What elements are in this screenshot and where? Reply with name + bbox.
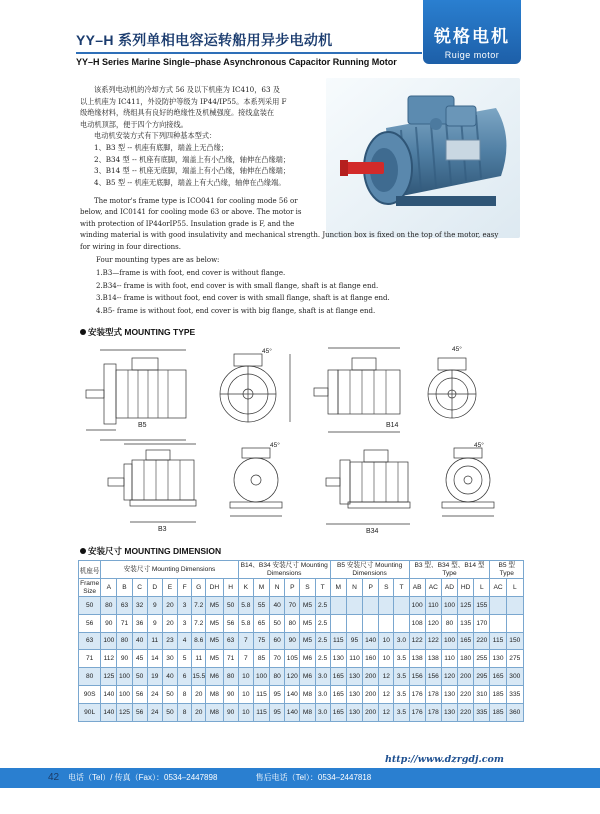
col-header: T — [394, 579, 409, 597]
table-cell: 90 — [285, 632, 300, 650]
table-cell: 122 — [409, 632, 425, 650]
intro-en-line: The motor's frame type is ICO041 for cooling mode 56 or — [94, 197, 298, 205]
col-header: D — [147, 579, 162, 597]
table-cell: 2.5 — [315, 650, 330, 668]
title-underline — [76, 52, 422, 54]
table-cell: 50 — [162, 685, 177, 703]
table-cell: 120 — [285, 668, 300, 686]
table-cell: 6 — [178, 668, 192, 686]
table-cell: 36 — [132, 614, 147, 632]
table-cell: 115 — [490, 632, 506, 650]
table-cell: 60 — [270, 632, 285, 650]
table-cell: 200 — [363, 703, 379, 721]
table-cell: 20 — [162, 597, 177, 615]
label-b5: B5 — [138, 422, 147, 429]
table-cell: 120 — [425, 614, 441, 632]
table-cell: 3.0 — [315, 668, 330, 686]
table-cell: 11 — [147, 632, 162, 650]
table-cell: 50 — [223, 597, 238, 615]
intro-text-en — [80, 196, 520, 253]
table-cell: 110 — [441, 650, 457, 668]
intro-line: 1、B3 型 -- 机座有底脚，端盖上无凸缘； — [94, 142, 228, 152]
col-header: F — [178, 579, 192, 597]
table-cell: 115 — [253, 703, 269, 721]
table-cell: 220 — [458, 703, 474, 721]
table-row — [79, 668, 524, 686]
table-cell: 140 — [285, 685, 300, 703]
table-cell: 71 — [223, 650, 238, 668]
label-b3: B3 — [158, 526, 167, 533]
table-cell — [363, 614, 379, 632]
table-cell: 65 — [253, 614, 269, 632]
table-cell: 24 — [147, 685, 162, 703]
table-cell: 14 — [147, 650, 162, 668]
table-cell: 70 — [270, 650, 285, 668]
table-cell: 200 — [363, 685, 379, 703]
list-item: 3.B14-- frame is without foot, end cover is with small flange, shaft is at flange end. — [96, 294, 390, 303]
table-cell: M8 — [300, 685, 315, 703]
group-header-b5: B5 安装尺寸 Mounting Dimensions — [330, 561, 409, 579]
table-cell: M6 — [300, 650, 315, 668]
table-cell: 220 — [474, 632, 490, 650]
intro-line: 电动机安装方式有下列四种基本型式： — [94, 131, 217, 141]
table-cell: 160 — [363, 650, 379, 668]
table-cell — [394, 597, 409, 615]
table-cell: 9 — [147, 614, 162, 632]
table-cell: 8 — [178, 685, 192, 703]
label-angle-b3: 45° — [270, 442, 280, 449]
table-cell: 7 — [238, 632, 253, 650]
frame-size-cell: 56 — [79, 614, 101, 632]
brand-name-en: Ruige motor — [444, 50, 500, 60]
table-cell — [506, 614, 523, 632]
col-header: S — [379, 579, 394, 597]
table-cell: 156 — [409, 668, 425, 686]
table-cell: 130 — [441, 703, 457, 721]
table-cell: 2.5 — [315, 632, 330, 650]
brand-name-cn: 锐格电机 — [434, 27, 510, 47]
table-cell: M8 — [300, 703, 315, 721]
frame-size-cell: 80 — [79, 668, 101, 686]
table-cell: 110 — [346, 650, 362, 668]
table-cell — [490, 614, 506, 632]
table-cell: 100 — [101, 632, 117, 650]
table-cell — [394, 614, 409, 632]
brand-logo — [423, 0, 521, 64]
table-cell: 130 — [346, 685, 362, 703]
col-header: DH — [206, 579, 223, 597]
table-cell: 20 — [192, 703, 206, 721]
table-cell: 100 — [441, 597, 457, 615]
table-cell: 3.5 — [394, 668, 409, 686]
table-cell: 140 — [285, 703, 300, 721]
table-cell: 12 — [379, 685, 394, 703]
table-cell: 130 — [441, 685, 457, 703]
section-title-mounting-type: 安装型式 MOUNTING TYPE — [80, 326, 195, 338]
table-cell: 200 — [363, 668, 379, 686]
table-cell: 130 — [346, 703, 362, 721]
table-row — [79, 650, 524, 668]
section-title-mounting-dimension: 安装尺寸 MOUNTING DIMENSION — [80, 545, 221, 557]
intro-en-line: with protection of IP44orIP55. Insulation grade is F, and the — [80, 219, 295, 228]
table-cell: 176 — [409, 703, 425, 721]
intro-line: 3、B14 型 -- 机座无底脚，端盖上有小凸缘，轴伸在凸缘端； — [94, 166, 291, 176]
table-cell: 138 — [409, 650, 425, 668]
table-cell: 12 — [379, 668, 394, 686]
table-cell: 105 — [285, 650, 300, 668]
col-header: M — [330, 579, 346, 597]
table-cell: 135 — [458, 614, 474, 632]
intro-line: 4、B5 型 -- 机座无底脚，端盖上有大凸缘，轴伸在凸缘端。 — [94, 177, 286, 187]
table-row — [79, 703, 524, 721]
table-cell: 120 — [441, 668, 457, 686]
table-cell: M6 — [300, 668, 315, 686]
table-cell: 10 — [238, 703, 253, 721]
drawing-b3-end — [230, 448, 282, 516]
intro-text-cn — [80, 84, 316, 188]
table-cell: 50 — [132, 668, 147, 686]
table-cell: 95 — [270, 685, 285, 703]
frame-size-cell: 90S — [79, 685, 101, 703]
table-cell: 80 — [441, 614, 457, 632]
table-cell: 20 — [162, 614, 177, 632]
col-header: N — [346, 579, 362, 597]
page-number: 42 — [48, 772, 60, 783]
table-cell: 180 — [458, 650, 474, 668]
table-cell: 8.6 — [192, 632, 206, 650]
table-cell: 130 — [490, 650, 506, 668]
mounting-types-list — [96, 254, 390, 318]
table-cell: 100 — [441, 632, 457, 650]
table-cell: 10 — [238, 685, 253, 703]
table-cell: 178 — [425, 703, 441, 721]
table-cell: M5 — [300, 614, 315, 632]
table-cell: 80 — [101, 597, 117, 615]
group-header-b3-type: B3 型、B34 型、B14 型 Type — [409, 561, 490, 579]
table-cell: 5.8 — [238, 597, 253, 615]
table-cell: 50 — [270, 614, 285, 632]
table-cell: 100 — [117, 685, 132, 703]
table-body — [79, 597, 524, 722]
table-cell: 185 — [490, 703, 506, 721]
col-header: L — [474, 579, 490, 597]
col-header: L — [506, 579, 523, 597]
table-cell: 70 — [285, 597, 300, 615]
table-cell: 130 — [346, 668, 362, 686]
table-cell: 108 — [409, 614, 425, 632]
list-item: 1.B3—frame is with foot, end cover is without flange. — [96, 268, 286, 277]
table-cell: M5 — [300, 597, 315, 615]
table-cell: 100 — [409, 597, 425, 615]
table-cell: 12 — [379, 703, 394, 721]
col-header: H — [223, 579, 238, 597]
drawing-b34-end — [442, 448, 494, 516]
table-cell: 130 — [330, 650, 346, 668]
drawing-b5-end — [220, 354, 290, 422]
table-cell: 10 — [379, 650, 394, 668]
drawing-b14-side — [314, 348, 400, 432]
col-header: B — [117, 579, 132, 597]
table-cell: 4 — [178, 632, 192, 650]
table-cell — [490, 597, 506, 615]
table-cell: 335 — [474, 703, 490, 721]
table-cell: 7 — [238, 650, 253, 668]
col-header: E — [162, 579, 177, 597]
table-cell: 90 — [117, 650, 132, 668]
table-cell: 115 — [330, 632, 346, 650]
table-row — [79, 632, 524, 650]
tel-fax: 电话（Tel）/ 传真（Fax）：0534–2447898 — [68, 773, 218, 782]
table-cell: 165 — [458, 632, 474, 650]
table-cell: 90 — [223, 703, 238, 721]
table-cell: 63 — [117, 597, 132, 615]
after-sales-tel: 售后电话（Tel）：0534–2447818 — [255, 773, 372, 782]
bullet-icon — [80, 329, 86, 335]
table-cell: 125 — [458, 597, 474, 615]
footer-contacts — [68, 772, 407, 783]
table-cell: 5 — [178, 650, 192, 668]
table-cell: M8 — [206, 703, 223, 721]
table-cell — [346, 597, 362, 615]
table-cell: 95 — [346, 632, 362, 650]
table-cell — [330, 614, 346, 632]
list-item: 2.B34-- frame is with foot, end cover is with small flange, shaft is at flange end. — [96, 281, 379, 290]
table-cell: 11 — [192, 650, 206, 668]
group-header-b14-b34: B14、B34 安装尺寸 Mounting Dimensions — [238, 561, 330, 579]
table-cell: 176 — [409, 685, 425, 703]
table-cell: 2.5 — [315, 597, 330, 615]
table-cell: 10 — [238, 668, 253, 686]
table-cell: 125 — [117, 703, 132, 721]
table-cell: 115 — [253, 685, 269, 703]
table-cell: 19 — [147, 668, 162, 686]
col-header: G — [192, 579, 206, 597]
table-cell: 110 — [425, 597, 441, 615]
table-cell — [379, 614, 394, 632]
table-cell: 40 — [162, 668, 177, 686]
frame-size-cell: 71 — [79, 650, 101, 668]
list-item: 4.B5- frame is without foot, end cover is with big flange, shaft is at flange end. — [96, 307, 376, 316]
table-row — [79, 614, 524, 632]
table-cell — [346, 614, 362, 632]
table-cell: M5 — [206, 597, 223, 615]
table-cell: 56 — [132, 703, 147, 721]
table-cell — [506, 597, 523, 615]
table-row — [79, 685, 524, 703]
table-cell: 155 — [474, 597, 490, 615]
table-cell: 275 — [506, 650, 523, 668]
table-cell — [379, 597, 394, 615]
table-cell: 100 — [117, 668, 132, 686]
table-cell: 3.0 — [315, 703, 330, 721]
group-header-b5-type: B5 型 Type — [490, 561, 524, 579]
table-cell: 165 — [330, 703, 346, 721]
intro-en-line: below, and IC0141 for cooling mode 63 or above. The motor is — [80, 208, 302, 217]
page-title-cn: YY–H 系列单相电容运转船用异步电动机 — [76, 32, 333, 48]
table-cell: 3.5 — [394, 703, 409, 721]
table-cell: 9 — [147, 597, 162, 615]
label-angle-b34: 45° — [474, 442, 484, 449]
table-cell: 85 — [253, 650, 269, 668]
table-cell: 80 — [117, 632, 132, 650]
col-header: A — [101, 579, 117, 597]
table-cell: 3.0 — [394, 632, 409, 650]
page-title-en: YY–H Series Marine Single–phase Asynchronous Capacitor Running Motor — [76, 57, 397, 67]
dimension-table-wrap — [78, 560, 524, 722]
bullet-icon — [80, 548, 86, 554]
table-cell: M5 — [206, 614, 223, 632]
frame-header-cn: 机座号 — [79, 561, 101, 579]
website-url[interactable]: http://www.dzrgdj.com — [385, 754, 504, 765]
table-cell: 24 — [147, 703, 162, 721]
table-cell: 75 — [253, 632, 269, 650]
table-cell: 80 — [270, 668, 285, 686]
drawing-b3-side — [108, 444, 196, 522]
table-cell: 310 — [474, 685, 490, 703]
col-header: HD — [458, 579, 474, 597]
col-header: AD — [441, 579, 457, 597]
table-cell: 95 — [270, 703, 285, 721]
table-cell: 20 — [192, 685, 206, 703]
table-cell: M8 — [206, 685, 223, 703]
col-header: C — [132, 579, 147, 597]
table-cell: 200 — [458, 668, 474, 686]
table-cell: M5 — [206, 632, 223, 650]
col-header: AC — [425, 579, 441, 597]
label-angle-b14: 45° — [452, 346, 462, 353]
dimension-table — [78, 560, 524, 722]
table-cell — [330, 597, 346, 615]
table-cell: 295 — [474, 668, 490, 686]
label-b14: B14 — [386, 422, 399, 429]
table-cell: 335 — [506, 685, 523, 703]
intro-line: 电动机顶部，便于四个方向接线。 — [80, 119, 188, 129]
intro-line: 该系列电动机的冷却方式 56 及以下机座为 IC410，63 及 — [94, 85, 281, 94]
table-cell: 2.5 — [315, 614, 330, 632]
table-cell: 220 — [458, 685, 474, 703]
table-cell: 40 — [132, 632, 147, 650]
table-cell: 80 — [223, 668, 238, 686]
col-header: N — [270, 579, 285, 597]
col-header: T — [315, 579, 330, 597]
table-cell: 30 — [162, 650, 177, 668]
list-item: Four mounting types are as below: — [96, 256, 220, 264]
table-cell: 112 — [101, 650, 117, 668]
table-cell: M5 — [300, 632, 315, 650]
table-cell: 140 — [363, 632, 379, 650]
table-cell: 122 — [425, 632, 441, 650]
intro-line: 以上机座为 IC411，外设防护等级为 IP44/IP55。本系列采用 F — [80, 96, 287, 106]
table-cell: 3.5 — [394, 685, 409, 703]
col-header: P — [285, 579, 300, 597]
table-cell: M5 — [206, 650, 223, 668]
table-cell: 45 — [132, 650, 147, 668]
table-cell: 3.5 — [394, 650, 409, 668]
table-cell: 360 — [506, 703, 523, 721]
table-cell: 63 — [223, 632, 238, 650]
table-cell: 150 — [506, 632, 523, 650]
column-header-row — [79, 579, 524, 597]
frame-size-cell: 50 — [79, 597, 101, 615]
table-cell: 178 — [425, 685, 441, 703]
col-header: K — [238, 579, 253, 597]
table-cell: 165 — [490, 668, 506, 686]
table-cell: 165 — [330, 685, 346, 703]
table-cell: 40 — [270, 597, 285, 615]
intro-en-line: winding material is with good insulativity and mechanical strength. Junction box is fixed on the top of the motor, easy — [80, 231, 499, 240]
table-cell: 80 — [285, 614, 300, 632]
table-cell: 50 — [162, 703, 177, 721]
intro-line: 级绝缘材料，绕组具有良好的绝缘性及机械强度。接线盒装在 — [80, 108, 275, 118]
table-cell: 7.2 — [192, 614, 206, 632]
table-cell: 170 — [474, 614, 490, 632]
table-cell: 8 — [178, 703, 192, 721]
table-cell: 23 — [162, 632, 177, 650]
table-cell: 300 — [506, 668, 523, 686]
table-cell: 185 — [490, 685, 506, 703]
table-cell: 3 — [178, 614, 192, 632]
drawing-b34-side — [326, 450, 410, 524]
col-header: AB — [409, 579, 425, 597]
drawing-b5-side — [86, 350, 186, 440]
table-cell: 56 — [132, 685, 147, 703]
table-cell: 125 — [101, 668, 117, 686]
table-cell: 90 — [223, 685, 238, 703]
table-cell: 255 — [474, 650, 490, 668]
table-cell: 3.0 — [315, 685, 330, 703]
page-header — [0, 0, 600, 70]
table-cell: 90 — [101, 614, 117, 632]
frame-size-cell: 63 — [79, 632, 101, 650]
table-cell: 138 — [425, 650, 441, 668]
table-cell: M6 — [206, 668, 223, 686]
table-cell: 15.5 — [192, 668, 206, 686]
group-header-mounting: 安装尺寸 Mounting Dimensions — [101, 561, 239, 579]
mounting-drawings — [80, 340, 520, 540]
table-cell: 165 — [330, 668, 346, 686]
table-cell: 55 — [253, 597, 269, 615]
table-cell: 5.8 — [238, 614, 253, 632]
label-angle-b5: 45° — [262, 348, 272, 355]
table-row — [79, 597, 524, 615]
table-cell: 140 — [101, 703, 117, 721]
table-cell: 71 — [117, 614, 132, 632]
col-header: M — [253, 579, 269, 597]
table-cell: 10 — [379, 632, 394, 650]
frame-size-cell: 90L — [79, 703, 101, 721]
table-cell — [363, 597, 379, 615]
table-cell: 32 — [132, 597, 147, 615]
table-cell: 56 — [223, 614, 238, 632]
table-cell: 156 — [425, 668, 441, 686]
frame-header-en: Frame Size — [80, 579, 100, 595]
table-cell: 100 — [253, 668, 269, 686]
col-header: S — [300, 579, 315, 597]
drawing-b14-end — [428, 358, 476, 418]
table-cell: 140 — [101, 685, 117, 703]
col-header: P — [363, 579, 379, 597]
label-b34: B34 — [366, 528, 379, 535]
intro-en-line: for wiring in four directions. — [80, 242, 181, 251]
intro-line: 2、B34 型 -- 机座有底脚，端盖上有小凸缘，轴伸在凸缘端； — [94, 154, 291, 164]
table-cell: 3 — [178, 597, 192, 615]
table-cell: 7.2 — [192, 597, 206, 615]
col-header: AC — [490, 579, 506, 597]
